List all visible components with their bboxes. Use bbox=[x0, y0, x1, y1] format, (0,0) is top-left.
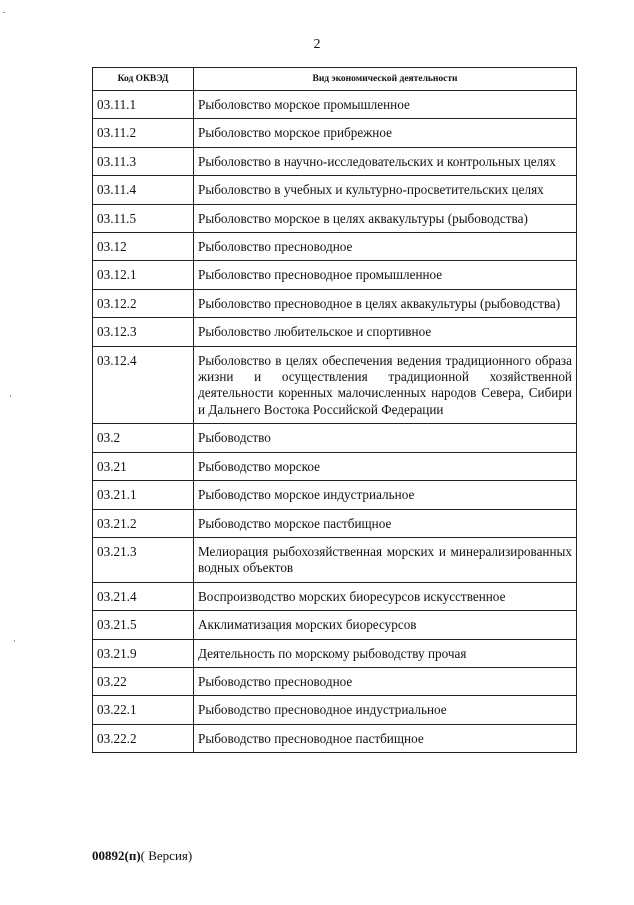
okved-code-cell: 03.11.2 bbox=[93, 119, 194, 147]
table-row bbox=[93, 611, 577, 639]
table-row bbox=[93, 424, 577, 452]
table-row bbox=[93, 537, 577, 582]
activity-name-cell: Рыболовство морское промышленное bbox=[194, 91, 577, 119]
scan-dot bbox=[10, 395, 11, 397]
okved-code-cell: 03.21.3 bbox=[93, 537, 194, 582]
okved-code-cell: 03.11.1 bbox=[93, 91, 194, 119]
activity-name-cell: Рыболовство в учебных и культурно-просветительских целях bbox=[194, 176, 577, 204]
table-row bbox=[93, 176, 577, 204]
okved-code-cell: 03.12.2 bbox=[93, 289, 194, 317]
table-row bbox=[93, 481, 577, 509]
table-row bbox=[93, 452, 577, 480]
okved-code-cell: 03.12 bbox=[93, 233, 194, 261]
okved-code-cell: 03.11.3 bbox=[93, 147, 194, 175]
okved-table bbox=[92, 67, 577, 753]
scan-dot bbox=[14, 640, 15, 642]
activity-name-cell: Рыболовство в научно-исследовательских и контрольных целях bbox=[194, 147, 577, 175]
table-row bbox=[93, 639, 577, 667]
activity-name-cell: Рыболовство любительское и спортивное bbox=[194, 318, 577, 346]
table-row bbox=[93, 582, 577, 610]
table-row bbox=[93, 318, 577, 346]
okved-code-cell: 03.12.3 bbox=[93, 318, 194, 346]
footer bbox=[92, 848, 192, 864]
activity-name-cell: Рыбоводство пресноводное индустриальное bbox=[194, 696, 577, 724]
header-activity: Вид экономической деятельности bbox=[194, 68, 577, 91]
table-row bbox=[93, 119, 577, 147]
activity-name-cell: Воспроизводство морских биоресурсов искусственное bbox=[194, 582, 577, 610]
table-row bbox=[93, 724, 577, 752]
table-row bbox=[93, 667, 577, 695]
table-row bbox=[93, 204, 577, 232]
activity-name-cell: Рыбоводство пресноводное bbox=[194, 667, 577, 695]
okved-code-cell: 03.12.1 bbox=[93, 261, 194, 289]
activity-name-cell: Рыболовство морское прибрежное bbox=[194, 119, 577, 147]
okved-code-cell: 03.21.2 bbox=[93, 509, 194, 537]
okved-code-cell: 03.11.5 bbox=[93, 204, 194, 232]
activity-name-cell: Рыболовство пресноводное промышленное bbox=[194, 261, 577, 289]
activity-name-cell: Рыболовство пресноводное в целях аквакультуры (рыбоводства) bbox=[194, 289, 577, 317]
table-row bbox=[93, 147, 577, 175]
table-row bbox=[93, 696, 577, 724]
activity-name-cell: Рыболовство в целях обеспечения ведения традиционного образа жизни и осуществления традиционной хозяйственной деятельности коренных малочисленных народов Севера, Сибири и Дальнего Востока Российской Федерации bbox=[194, 346, 577, 424]
okved-code-cell: 03.2 bbox=[93, 424, 194, 452]
table-body bbox=[93, 91, 577, 753]
activity-name-cell: Мелиорация рыбохозяйственная морских и минерализированных водных объектов bbox=[194, 537, 577, 582]
activity-name-cell: Рыбоводство морское пастбищное bbox=[194, 509, 577, 537]
okved-code-cell: 03.22.1 bbox=[93, 696, 194, 724]
activity-name-cell: Акклиматизация морских биоресурсов bbox=[194, 611, 577, 639]
table-row bbox=[93, 261, 577, 289]
okved-code-cell: 03.12.4 bbox=[93, 346, 194, 424]
okved-code-cell: 03.22 bbox=[93, 667, 194, 695]
okved-code-cell: 03.21.9 bbox=[93, 639, 194, 667]
page-number: 2 bbox=[313, 37, 321, 52]
activity-name-cell: Рыбоводство морское bbox=[194, 452, 577, 480]
document-id: 00892(п) bbox=[92, 848, 141, 863]
table-row bbox=[93, 91, 577, 119]
okved-code-cell: 03.21.5 bbox=[93, 611, 194, 639]
activity-name-cell: Рыбоводство пресноводное пастбищное bbox=[194, 724, 577, 752]
okved-code-cell: 03.21.4 bbox=[93, 582, 194, 610]
activity-name-cell: Рыбоводство морское индустриальное bbox=[194, 481, 577, 509]
table-row bbox=[93, 289, 577, 317]
document-version: ( Версия) bbox=[140, 848, 193, 863]
table-row bbox=[93, 346, 577, 424]
activity-name-cell: Рыболовство пресноводное bbox=[194, 233, 577, 261]
activity-name-cell: Деятельность по морскому рыбоводству прочая bbox=[194, 639, 577, 667]
scan-dot bbox=[3, 12, 5, 13]
header-code: Код ОКВЭД bbox=[93, 68, 194, 91]
okved-code-cell: 03.22.2 bbox=[93, 724, 194, 752]
okved-code-cell: 03.21 bbox=[93, 452, 194, 480]
table-row bbox=[93, 233, 577, 261]
table-header-row bbox=[93, 68, 577, 91]
activity-name-cell: Рыбоводство bbox=[194, 424, 577, 452]
activity-name-cell: Рыболовство морское в целях аквакультуры (рыбоводства) bbox=[194, 204, 577, 232]
okved-code-cell: 03.11.4 bbox=[93, 176, 194, 204]
okved-code-cell: 03.21.1 bbox=[93, 481, 194, 509]
table-row bbox=[93, 509, 577, 537]
